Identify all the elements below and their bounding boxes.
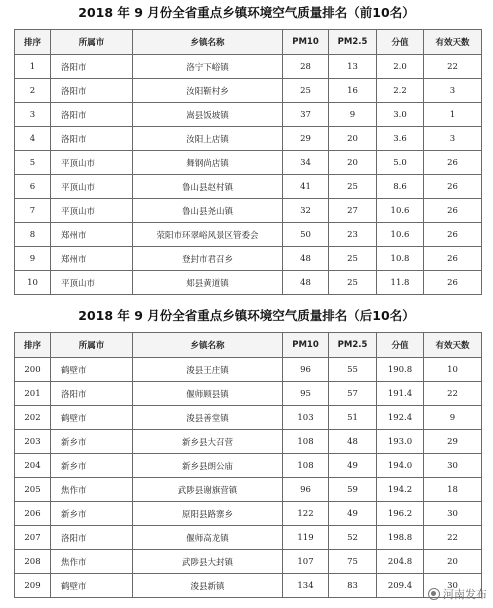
top10-table-row bbox=[15, 199, 482, 223]
bottom10-cell: 55 bbox=[329, 358, 377, 382]
bottom10-cell: 浚县善堂镇 bbox=[133, 406, 283, 430]
top10-cell: 23 bbox=[329, 223, 377, 247]
top10-table bbox=[14, 29, 482, 295]
top10-cell: 10 bbox=[15, 271, 51, 295]
bottom10-cell: 203 bbox=[15, 430, 51, 454]
top10-cell: 26 bbox=[424, 175, 482, 199]
bottom10-table-row bbox=[15, 454, 482, 478]
top10-cell: 平顶山市 bbox=[51, 175, 133, 199]
bottom10-cell: 武陟县大封镇 bbox=[133, 550, 283, 574]
top10-cell: 20 bbox=[329, 151, 377, 175]
bottom10-table-row bbox=[15, 526, 482, 550]
top10-cell: 3 bbox=[424, 79, 482, 103]
bottom10-cell: 194.0 bbox=[377, 454, 424, 478]
bottom10-cell: 122 bbox=[283, 502, 329, 526]
bottom10-cell: 191.4 bbox=[377, 382, 424, 406]
top10-header-cell: PM2.5 bbox=[329, 30, 377, 55]
top10-cell: 荥阳市环翠峪风景区管委会 bbox=[133, 223, 283, 247]
top10-cell: 7 bbox=[15, 199, 51, 223]
bottom10-cell: 200 bbox=[15, 358, 51, 382]
bottom10-cell: 193.0 bbox=[377, 430, 424, 454]
top10-cell: 鲁山县赵村镇 bbox=[133, 175, 283, 199]
bottom10-header-cell: 排序 bbox=[15, 333, 51, 358]
bottom10-cell: 96 bbox=[283, 358, 329, 382]
bottom10-cell: 新乡市 bbox=[51, 454, 133, 478]
top10-cell: 20 bbox=[329, 127, 377, 151]
top10-cell: 9 bbox=[329, 103, 377, 127]
bottom10-cell: 鹤壁市 bbox=[51, 574, 133, 598]
top10-cell: 26 bbox=[424, 223, 482, 247]
bottom10-cell: 196.2 bbox=[377, 502, 424, 526]
top10-table-row bbox=[15, 103, 482, 127]
bottom10-cell: 30 bbox=[424, 574, 482, 598]
top10-header-cell: 有效天数 bbox=[424, 30, 482, 55]
top10-table-row bbox=[15, 55, 482, 79]
top10-header-cell: 排序 bbox=[15, 30, 51, 55]
top10-table-row bbox=[15, 271, 482, 295]
bottom10-header-cell: 分值 bbox=[377, 333, 424, 358]
bottom10-cell: 205 bbox=[15, 478, 51, 502]
bottom10-cell: 119 bbox=[283, 526, 329, 550]
top10-cell: 5.0 bbox=[377, 151, 424, 175]
top10-cell: 洛阳市 bbox=[51, 79, 133, 103]
top10-header-cell: 分值 bbox=[377, 30, 424, 55]
bottom10-cell: 95 bbox=[283, 382, 329, 406]
top10-cell: 28 bbox=[283, 55, 329, 79]
top10-cell: 2 bbox=[15, 79, 51, 103]
top10-cell: 10.6 bbox=[377, 199, 424, 223]
top10-cell: 32 bbox=[283, 199, 329, 223]
top10-cell: 郑州市 bbox=[51, 247, 133, 271]
top10-cell: 37 bbox=[283, 103, 329, 127]
top10-cell: 13 bbox=[329, 55, 377, 79]
top10-cell: 汝阳上店镇 bbox=[133, 127, 283, 151]
bottom10-cell: 209.4 bbox=[377, 574, 424, 598]
bottom10-cell: 204.8 bbox=[377, 550, 424, 574]
bottom10-header-row bbox=[15, 333, 482, 358]
top10-cell: 汝阳靳村乡 bbox=[133, 79, 283, 103]
bottom10-table-row bbox=[15, 478, 482, 502]
top10-cell: 11.8 bbox=[377, 271, 424, 295]
top10-cell: 洛阳市 bbox=[51, 127, 133, 151]
top10-cell: 平顶山市 bbox=[51, 271, 133, 295]
bottom10-cell: 焦作市 bbox=[51, 478, 133, 502]
top10-cell: 25 bbox=[329, 271, 377, 295]
top10-cell: 嵩县饭坡镇 bbox=[133, 103, 283, 127]
top10-cell: 3.0 bbox=[377, 103, 424, 127]
top10-table-row bbox=[15, 247, 482, 271]
watermark bbox=[428, 586, 487, 602]
bottom10-cell: 新乡市 bbox=[51, 502, 133, 526]
bottom10-header-cell: 乡镇名称 bbox=[133, 333, 283, 358]
top10-cell: 郑州市 bbox=[51, 223, 133, 247]
top10-cell: 2.2 bbox=[377, 79, 424, 103]
top10-cell: 26 bbox=[424, 151, 482, 175]
bottom10-cell: 107 bbox=[283, 550, 329, 574]
bottom10-header-cell: 所属市 bbox=[51, 333, 133, 358]
top10-cell: 3 bbox=[15, 103, 51, 127]
top10-cell: 26 bbox=[424, 199, 482, 223]
top10-table-row bbox=[15, 79, 482, 103]
top10-cell: 3.6 bbox=[377, 127, 424, 151]
bottom10-cell: 偃师顾县镇 bbox=[133, 382, 283, 406]
bottom10-cell: 198.8 bbox=[377, 526, 424, 550]
top10-cell: 洛阳市 bbox=[51, 55, 133, 79]
bottom10-cell: 洛阳市 bbox=[51, 382, 133, 406]
bottom10-cell: 10 bbox=[424, 358, 482, 382]
top10-cell: 3 bbox=[424, 127, 482, 151]
top10-title: 2018 年 9 月份全省重点乡镇环境空气质量排名（前10名） bbox=[78, 5, 415, 20]
bottom10-cell: 201 bbox=[15, 382, 51, 406]
bottom10-cell: 57 bbox=[329, 382, 377, 406]
bottom10-table-row bbox=[15, 430, 482, 454]
top10-cell: 29 bbox=[283, 127, 329, 151]
top10-cell: 48 bbox=[283, 247, 329, 271]
bottom10-cell: 49 bbox=[329, 454, 377, 478]
bottom10-cell: 焦作市 bbox=[51, 550, 133, 574]
bottom10-cell: 新乡县大召营 bbox=[133, 430, 283, 454]
bottom10-cell: 29 bbox=[424, 430, 482, 454]
bottom10-cell: 30 bbox=[424, 454, 482, 478]
bottom10-cell: 96 bbox=[283, 478, 329, 502]
bottom10-table-row bbox=[15, 358, 482, 382]
top10-cell: 4 bbox=[15, 127, 51, 151]
top10-table-row bbox=[15, 127, 482, 151]
bottom10-table-row bbox=[15, 574, 482, 598]
bottom10-cell: 鹤壁市 bbox=[51, 358, 133, 382]
bottom10-header-cell: PM10 bbox=[283, 333, 329, 358]
bottom10-cell: 103 bbox=[283, 406, 329, 430]
bottom10-table-row bbox=[15, 406, 482, 430]
bottom10-cell: 192.4 bbox=[377, 406, 424, 430]
top10-cell: 洛阳市 bbox=[51, 103, 133, 127]
bottom10-cell: 鹤壁市 bbox=[51, 406, 133, 430]
bottom10-table bbox=[14, 332, 482, 598]
top10-table-row bbox=[15, 151, 482, 175]
top10-cell: 10.6 bbox=[377, 223, 424, 247]
bottom10-cell: 浚县王庄镇 bbox=[133, 358, 283, 382]
top10-cell: 16 bbox=[329, 79, 377, 103]
top10-cell: 登封市君召乡 bbox=[133, 247, 283, 271]
top10-cell: 洛宁下峪镇 bbox=[133, 55, 283, 79]
top10-header-cell: 乡镇名称 bbox=[133, 30, 283, 55]
top10-cell: 50 bbox=[283, 223, 329, 247]
bottom10-cell: 75 bbox=[329, 550, 377, 574]
top10-cell: 26 bbox=[424, 247, 482, 271]
bottom10-table-row bbox=[15, 502, 482, 526]
bottom10-header-cell: PM2.5 bbox=[329, 333, 377, 358]
bottom10-cell: 207 bbox=[15, 526, 51, 550]
top10-header-row bbox=[15, 30, 482, 55]
bottom10-cell: 22 bbox=[424, 382, 482, 406]
bottom10-cell: 洛阳市 bbox=[51, 526, 133, 550]
bottom10-title: 2018 年 9 月份全省重点乡镇环境空气质量排名（后10名） bbox=[78, 308, 415, 323]
bottom10-cell: 206 bbox=[15, 502, 51, 526]
bottom10-cell: 武陟县谢旗营镇 bbox=[133, 478, 283, 502]
bottom10-cell: 108 bbox=[283, 430, 329, 454]
bottom10-header-cell: 有效天数 bbox=[424, 333, 482, 358]
top10-cell: 22 bbox=[424, 55, 482, 79]
weibo-logo-icon bbox=[428, 588, 440, 600]
top10-cell: 平顶山市 bbox=[51, 199, 133, 223]
bottom10-cell: 48 bbox=[329, 430, 377, 454]
top10-cell: 8 bbox=[15, 223, 51, 247]
bottom10-cell: 52 bbox=[329, 526, 377, 550]
top10-table-row bbox=[15, 175, 482, 199]
bottom10-cell: 30 bbox=[424, 502, 482, 526]
top10-cell: 1 bbox=[424, 103, 482, 127]
bottom10-cell: 新乡市 bbox=[51, 430, 133, 454]
top10-header-cell: PM10 bbox=[283, 30, 329, 55]
bottom10-cell: 204 bbox=[15, 454, 51, 478]
top10-cell: 25 bbox=[329, 247, 377, 271]
bottom10-cell: 9 bbox=[424, 406, 482, 430]
bottom10-cell: 83 bbox=[329, 574, 377, 598]
bottom10-cell: 22 bbox=[424, 526, 482, 550]
bottom10-cell: 原阳县路寨乡 bbox=[133, 502, 283, 526]
top10-cell: 27 bbox=[329, 199, 377, 223]
bottom10-cell: 134 bbox=[283, 574, 329, 598]
bottom10-table-row bbox=[15, 550, 482, 574]
top10-cell: 6 bbox=[15, 175, 51, 199]
bottom10-cell: 202 bbox=[15, 406, 51, 430]
top10-cell: 鲁山县尧山镇 bbox=[133, 199, 283, 223]
bottom10-cell: 49 bbox=[329, 502, 377, 526]
top10-cell: 8.6 bbox=[377, 175, 424, 199]
bottom10-cell: 浚县新镇 bbox=[133, 574, 283, 598]
top10-cell: 1 bbox=[15, 55, 51, 79]
top10-cell: 5 bbox=[15, 151, 51, 175]
top10-header-cell: 所属市 bbox=[51, 30, 133, 55]
top10-cell: 48 bbox=[283, 271, 329, 295]
top10-cell: 郏县黄道镇 bbox=[133, 271, 283, 295]
top10-cell: 25 bbox=[329, 175, 377, 199]
bottom10-cell: 194.2 bbox=[377, 478, 424, 502]
top10-table-row bbox=[15, 223, 482, 247]
bottom10-cell: 108 bbox=[283, 454, 329, 478]
bottom10-cell: 51 bbox=[329, 406, 377, 430]
bottom10-table-row bbox=[15, 382, 482, 406]
top10-cell: 舞钢尚店镇 bbox=[133, 151, 283, 175]
top10-cell: 25 bbox=[283, 79, 329, 103]
bottom10-cell: 偃师高龙镇 bbox=[133, 526, 283, 550]
watermark-text: 河南发布 bbox=[443, 588, 487, 601]
top10-cell: 平顶山市 bbox=[51, 151, 133, 175]
bottom10-cell: 209 bbox=[15, 574, 51, 598]
bottom10-cell: 18 bbox=[424, 478, 482, 502]
top10-cell: 9 bbox=[15, 247, 51, 271]
bottom10-cell: 新乡县朗公庙 bbox=[133, 454, 283, 478]
top10-cell: 41 bbox=[283, 175, 329, 199]
top10-cell: 26 bbox=[424, 271, 482, 295]
bottom10-cell: 190.8 bbox=[377, 358, 424, 382]
top10-cell: 2.0 bbox=[377, 55, 424, 79]
bottom10-cell: 20 bbox=[424, 550, 482, 574]
top10-cell: 34 bbox=[283, 151, 329, 175]
bottom10-cell: 59 bbox=[329, 478, 377, 502]
top10-cell: 10.8 bbox=[377, 247, 424, 271]
bottom10-cell: 208 bbox=[15, 550, 51, 574]
